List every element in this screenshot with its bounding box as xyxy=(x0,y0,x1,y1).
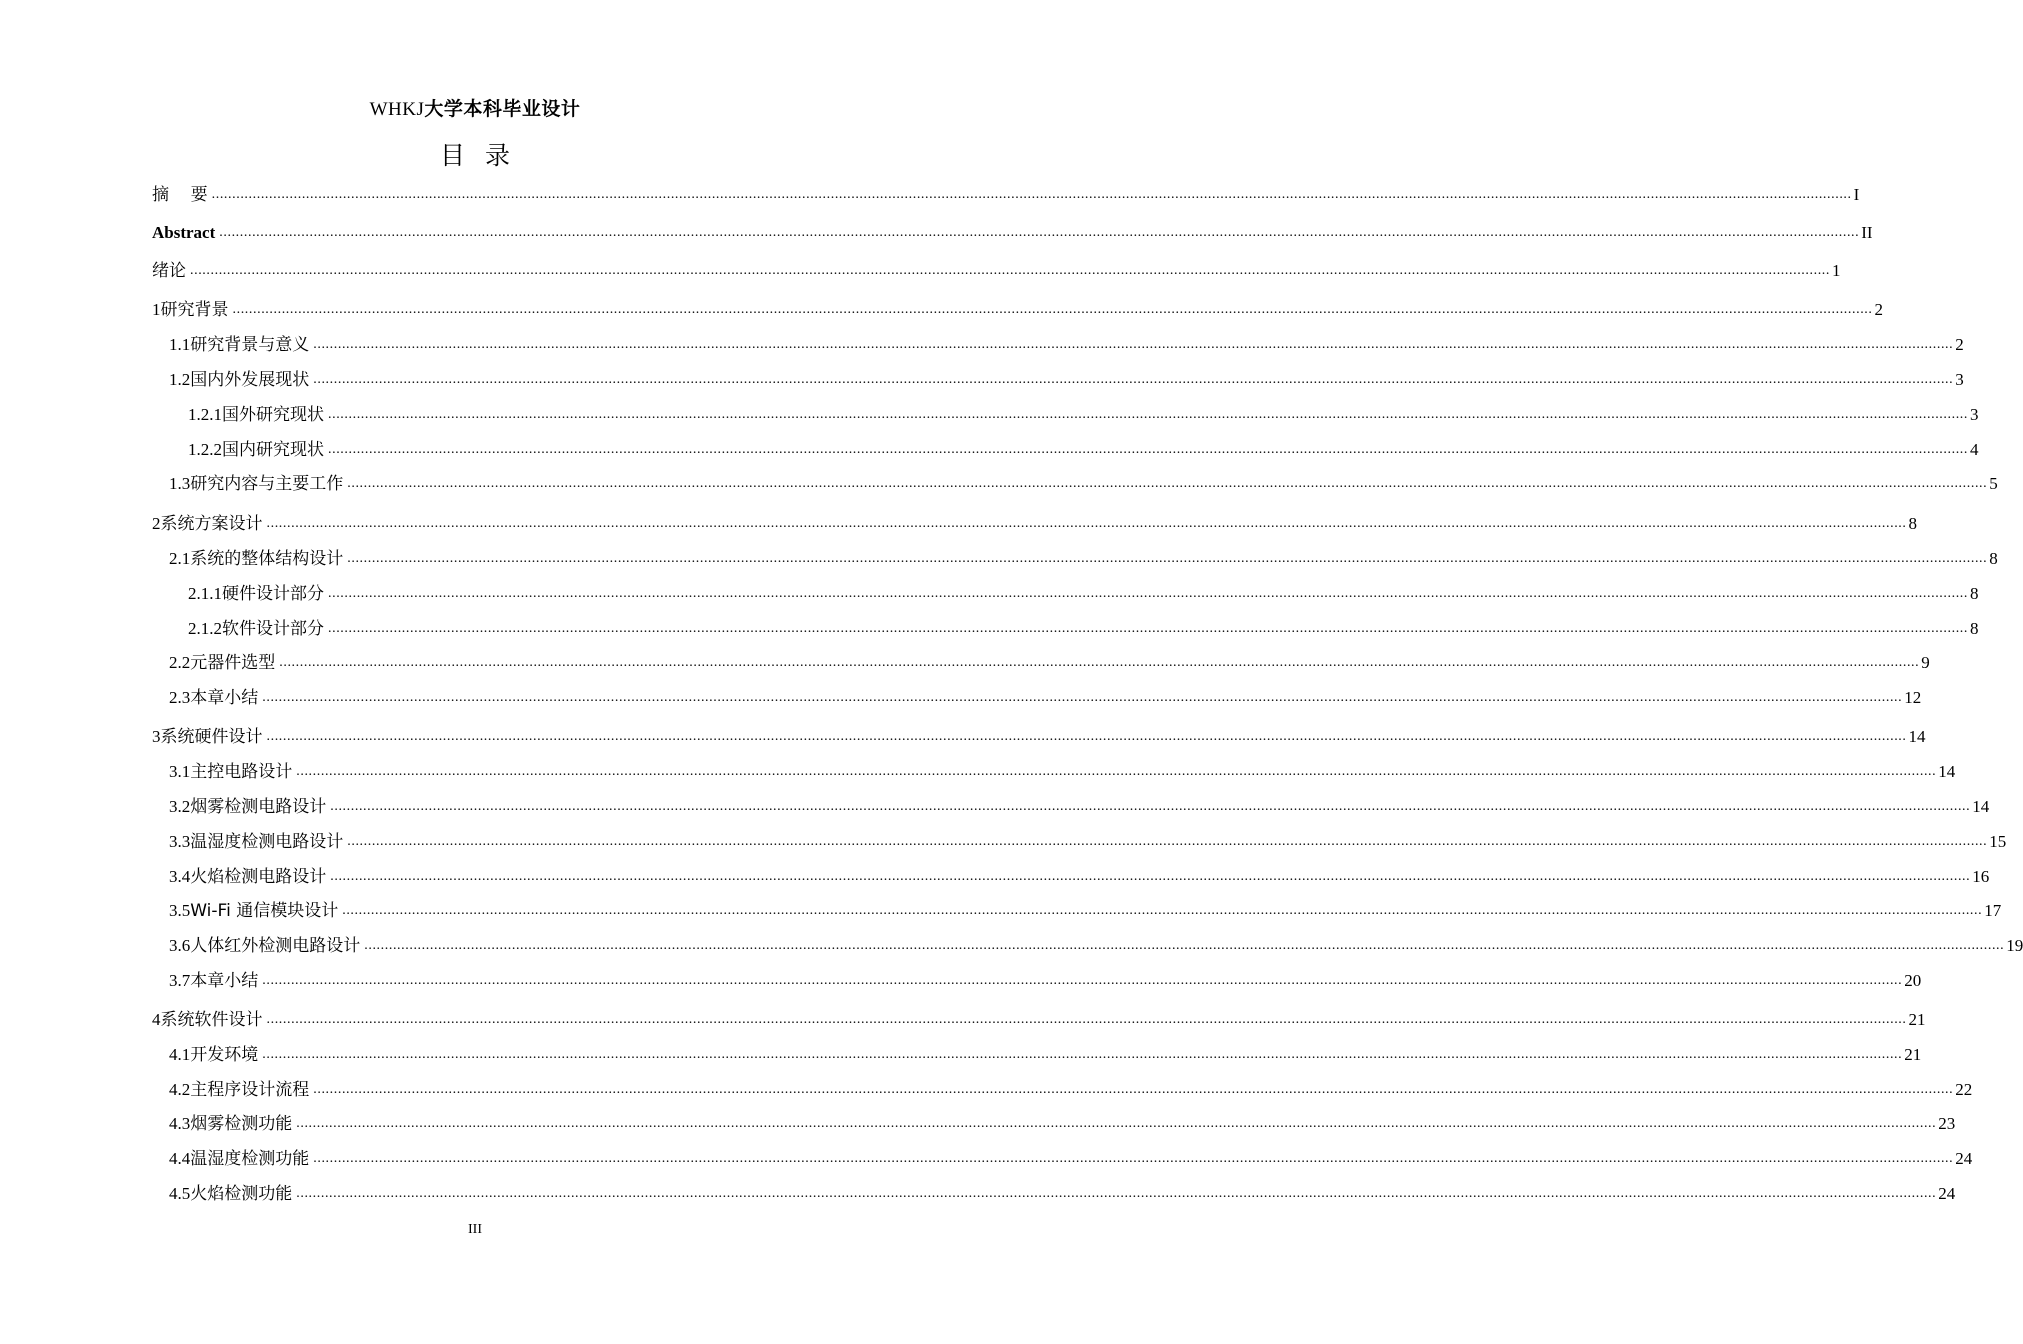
toc-entry-number: 3.6 xyxy=(169,936,191,955)
toc-leader-dots: ................................................................................................................................................................................................................................................................................................................................................................................................................ xyxy=(313,1151,1954,1166)
toc-entry[interactable] xyxy=(188,616,1979,640)
toc-entry[interactable] xyxy=(169,471,1998,495)
toc-entry-number: 3.7 xyxy=(169,971,191,990)
toc-entry[interactable] xyxy=(169,898,2002,922)
toc-leader-dots: ................................................................................................................................................................................................................................................................................................................................................................................................................ xyxy=(328,442,1968,457)
header-cjk-text: 大学本科毕业设计 xyxy=(424,98,581,120)
toc-leader-dots: ................................................................................................................................................................................................................................................................................................................................................................................................................ xyxy=(328,586,1968,601)
toc-entry-title: 研究背景与意义 xyxy=(190,335,310,355)
toc-leader-dots: ................................................................................................................................................................................................................................................................................................................................................................................................................ xyxy=(266,516,1907,531)
toc-entry[interactable] xyxy=(169,546,1998,570)
toc-entry-number: 3.5 xyxy=(169,901,191,920)
toc-entry[interactable] xyxy=(169,332,1964,356)
toc-leader-dots: ................................................................................................................................................................................................................................................................................................................................................................................................................ xyxy=(347,834,1988,849)
toc-entry-title: 系统软件设计 xyxy=(160,1010,263,1030)
toc-entry-title: Abstract xyxy=(152,223,216,242)
toc-entry[interactable] xyxy=(169,759,1956,783)
toc-entry[interactable] xyxy=(152,724,1926,748)
toc-leader-dots: ................................................................................................................................................................................................................................................................................................................................................................................................................ xyxy=(328,407,1968,422)
toc-entry-number: 4.2 xyxy=(169,1080,191,1099)
toc-entry-page: 24 xyxy=(1938,1184,1956,1203)
toc-entry-number: 3.3 xyxy=(169,832,191,851)
header-latin-text: WHKJ xyxy=(369,99,425,120)
toc-entry-number: 3 xyxy=(152,727,161,746)
toc-entry[interactable] xyxy=(152,297,1883,321)
toc-entry-title: 主程序设计流程 xyxy=(190,1080,310,1100)
toc-entry-title: 国内外发展现状 xyxy=(190,370,310,390)
toc-entry[interactable] xyxy=(188,581,1979,605)
toc-entry-page: 21 xyxy=(1904,1045,1922,1064)
toc-entry-title: 温湿度检测功能 xyxy=(190,1149,310,1169)
toc-entry-page: 5 xyxy=(1989,474,1998,493)
toc-entry-number: 1.2.2 xyxy=(188,440,222,459)
toc-leader-dots: ................................................................................................................................................................................................................................................................................................................................................................................................................ xyxy=(262,973,1903,988)
toc-entry-title: 国内研究现状 xyxy=(222,440,324,460)
toc-entry[interactable] xyxy=(152,182,1860,206)
toc-entry-number: 2.1.2 xyxy=(188,619,222,638)
toc-leader-dots: ................................................................................................................................................................................................................................................................................................................................................................................................................ xyxy=(279,655,1920,670)
toc-leader-dots: ................................................................................................................................................................................................................................................................................................................................................................................................................ xyxy=(296,1116,1937,1131)
toc-entry[interactable] xyxy=(169,685,1922,709)
toc-entry[interactable] xyxy=(152,511,1917,535)
toc-entry-page: 24 xyxy=(1955,1149,1973,1168)
toc-entry-page: 20 xyxy=(1904,971,1922,990)
toc-leader-dots: ................................................................................................................................................................................................................................................................................................................................................................................................................ xyxy=(347,476,1988,491)
toc-entry-page: 9 xyxy=(1921,653,1930,672)
toc-entry-page: 16 xyxy=(1972,867,1990,886)
toc-entry-page: 3 xyxy=(1955,370,1964,389)
toc-entry-number: 4 xyxy=(152,1010,161,1029)
toc-entry-number: 2 xyxy=(152,514,161,533)
toc-entry-number: 2.1 xyxy=(169,549,191,568)
toc-entry-title: 烟雾检测电路设计 xyxy=(190,797,327,817)
toc-entry-number: 3.2 xyxy=(169,797,191,816)
toc-entry-title: 烟雾检测功能 xyxy=(190,1114,293,1134)
toc-leader-dots: ................................................................................................................................................................................................................................................................................................................................................................................................................ xyxy=(266,729,1907,744)
toc-entry-title: 开发环境 xyxy=(190,1045,259,1065)
toc-leader-dots: ................................................................................................................................................................................................................................................................................................................................................................................................................ xyxy=(296,764,1937,779)
toc-entry-page: 8 xyxy=(1970,584,1979,603)
toc-entry-number: 3.4 xyxy=(169,867,191,886)
toc-entry-page: I xyxy=(1853,185,1860,204)
toc-entry-page: 12 xyxy=(1904,688,1922,707)
toc-entry[interactable] xyxy=(169,1146,1973,1170)
toc-entry[interactable] xyxy=(169,1181,1956,1205)
toc-entry[interactable] xyxy=(169,933,2023,957)
toc-entry[interactable] xyxy=(169,1077,1973,1101)
toc-leader-dots: ................................................................................................................................................................................................................................................................................................................................................................................................................ xyxy=(347,551,1988,566)
toc-entry-title: 元器件选型 xyxy=(190,653,276,673)
toc-entry-page: 21 xyxy=(1908,1010,1926,1029)
page-number: III xyxy=(468,1222,482,1237)
toc-entry-title: 系统硬件设计 xyxy=(160,727,263,747)
toc-entry-title: Wi-Fi 通信模块设计 xyxy=(190,901,339,921)
toc-entry-number: 1.2 xyxy=(169,370,191,389)
toc-entry[interactable] xyxy=(169,650,1930,674)
toc-entry-title: 火焰检测功能 xyxy=(190,1184,293,1204)
toc-entry-page: 19 xyxy=(2006,936,2023,955)
toc-leader-dots: ................................................................................................................................................................................................................................................................................................................................................................................................................ xyxy=(296,1186,1937,1201)
toc-leader-dots: ................................................................................................................................................................................................................................................................................................................................................................................................................ xyxy=(313,372,1954,387)
toc-entry-title: 软件设计部分 xyxy=(222,619,324,639)
toc-entry-number: 2.1.1 xyxy=(188,584,222,603)
toc-entry-page: 8 xyxy=(1970,619,1979,638)
toc-entry-number: 2.2 xyxy=(169,653,191,672)
toc-entry-number: 2.3 xyxy=(169,688,191,707)
toc-entry-title: 系统的整体结构设计 xyxy=(190,549,344,569)
toc-leader-dots: ................................................................................................................................................................................................................................................................................................................................................................................................................ xyxy=(219,225,1860,240)
toc-entry-title: 硬件设计部分 xyxy=(222,584,324,604)
toc-entry-title: 主控电路设计 xyxy=(190,762,293,782)
toc-entry-title: 摘 要 xyxy=(152,185,208,205)
toc-entry-number: 1.3 xyxy=(169,474,191,493)
toc-entry-page: 22 xyxy=(1955,1080,1973,1099)
toc-entry-page: 8 xyxy=(1908,514,1917,533)
toc-entry-number: 3.1 xyxy=(169,762,191,781)
toc-entry-number: 4.1 xyxy=(169,1045,191,1064)
toc-entry-title: 人体红外检测电路设计 xyxy=(190,936,361,956)
toc-entry-page: 14 xyxy=(1972,797,1990,816)
toc-entry-page: 17 xyxy=(1984,901,2002,920)
toc-leader-dots: ................................................................................................................................................................................................................................................................................................................................................................................................................ xyxy=(262,690,1903,705)
toc-entry-number: 4.5 xyxy=(169,1184,191,1203)
toc-entry-number: 4.4 xyxy=(169,1149,191,1168)
toc-entry-title: 本章小结 xyxy=(190,971,259,991)
toc-entry-title: 研究背景 xyxy=(160,300,229,320)
toc-entry-title: 本章小结 xyxy=(190,688,259,708)
toc-entry-title: 绪论 xyxy=(152,261,186,281)
toc-leader-dots: ................................................................................................................................................................................................................................................................................................................................................................................................................ xyxy=(313,1082,1954,1097)
toc-entry-number: 1.1 xyxy=(169,335,191,354)
toc-leader-dots: ................................................................................................................................................................................................................................................................................................................................................................................................................ xyxy=(328,621,1968,636)
toc-entry[interactable] xyxy=(152,220,1873,244)
toc-entry-page: 23 xyxy=(1938,1114,1956,1133)
toc-entry[interactable] xyxy=(188,437,1979,461)
toc-entry-number: 1 xyxy=(152,300,161,319)
document-header xyxy=(0,94,950,121)
toc-entry[interactable] xyxy=(169,367,1964,391)
toc-leader-dots: ................................................................................................................................................................................................................................................................................................................................................................................................................ xyxy=(313,337,1954,352)
toc-entry-page: 2 xyxy=(1874,300,1883,319)
toc-entry[interactable] xyxy=(169,794,1990,818)
toc-entry[interactable] xyxy=(152,1007,1926,1031)
toc-leader-dots: ................................................................................................................................................................................................................................................................................................................................................................................................................ xyxy=(364,938,2005,953)
toc-entry-page: 8 xyxy=(1989,549,1998,568)
toc-entry-number: 4.3 xyxy=(169,1114,191,1133)
toc-leader-dots: ................................................................................................................................................................................................................................................................................................................................................................................................................ xyxy=(232,302,1873,317)
toc-entry[interactable] xyxy=(152,258,1841,282)
toc-entry-page: 15 xyxy=(1989,832,2007,851)
toc-leader-dots: ................................................................................................................................................................................................................................................................................................................................................................................................................ xyxy=(342,903,1983,918)
toc-entry[interactable] xyxy=(188,402,1979,426)
toc-entry-page: II xyxy=(1861,223,1873,242)
toc-leader-dots: ................................................................................................................................................................................................................................................................................................................................................................................................................ xyxy=(190,263,1830,278)
toc-entry[interactable] xyxy=(169,1111,1956,1135)
toc-leader-dots: ................................................................................................................................................................................................................................................................................................................................................................................................................ xyxy=(211,187,1852,202)
toc-leader-dots: ................................................................................................................................................................................................................................................................................................................................................................................................................ xyxy=(330,799,1971,814)
toc-leader-dots: ................................................................................................................................................................................................................................................................................................................................................................................................................ xyxy=(330,869,1971,884)
toc-entry[interactable] xyxy=(169,1042,1922,1066)
toc-entry-title: 系统方案设计 xyxy=(160,514,263,534)
toc-entry-page: 4 xyxy=(1970,440,1979,459)
toc-entry-title: 温湿度检测电路设计 xyxy=(190,832,344,852)
toc-entry[interactable] xyxy=(169,829,2007,853)
toc-entry[interactable] xyxy=(169,864,1990,888)
toc-entry-page: 14 xyxy=(1938,762,1956,781)
toc-entry-number: 1.2.1 xyxy=(188,405,222,424)
toc-leader-dots: ................................................................................................................................................................................................................................................................................................................................................................................................................ xyxy=(262,1047,1903,1062)
toc-entry-page: 14 xyxy=(1908,727,1926,746)
toc-entry-title: 火焰检测电路设计 xyxy=(190,867,327,887)
toc-entry-title: 国外研究现状 xyxy=(222,405,324,425)
toc-entry-page: 2 xyxy=(1955,335,1964,354)
toc-entry-page: 3 xyxy=(1970,405,1979,424)
toc-leader-dots: ................................................................................................................................................................................................................................................................................................................................................................................................................ xyxy=(266,1012,1907,1027)
page-title: 目录 xyxy=(439,141,530,170)
toc-entry-page: 1 xyxy=(1832,261,1841,280)
toc-entry[interactable] xyxy=(169,968,1922,992)
toc-entry-title: 研究内容与主要工作 xyxy=(190,474,344,494)
